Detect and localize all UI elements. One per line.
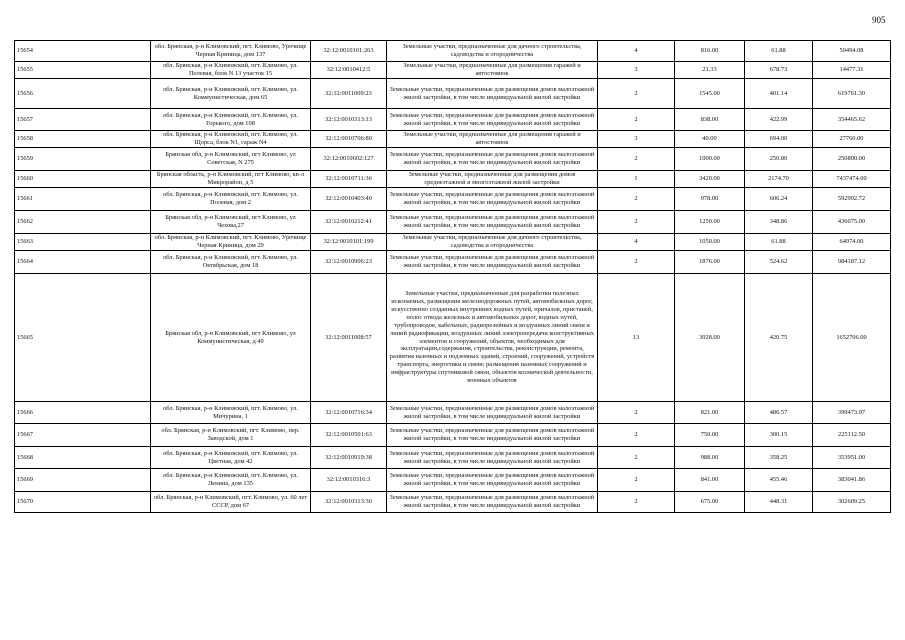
address-cell: обл. Брянская, р-н Климовский, пгт. Климово, ул. Октябрьская, дом 18 <box>151 251 311 274</box>
area-cell: 750.00 <box>675 424 745 447</box>
address-cell: обл. Брянская, р-н Климовский, пгт. Климово, ул. Ленина, дом 135 <box>151 469 311 492</box>
cadastral-value-cell: 14477.31 <box>813 62 891 79</box>
address-cell: Брянская область, р-н Климовский, пгт Климово, кв-л Микрорайон, д 5 <box>151 171 311 188</box>
land-use-cell: Земельные участки, предназначенные для размещения домов малоэтажной жилой застройки, в том числе индивидуальной жилой застройки <box>387 402 598 424</box>
cadastral-number-cell: 32:12:0010716:34 <box>311 402 387 424</box>
use-group-cell: 2 <box>598 188 675 211</box>
cadastral-value-cell: 1652706.00 <box>813 274 891 402</box>
cadastral-value-cell: 383041.86 <box>813 469 891 492</box>
use-group-cell: 3 <box>598 62 675 79</box>
cadastral-number-cell: 32:12:0010919:38 <box>311 447 387 469</box>
cadastral-value-cell: 250800.00 <box>813 148 891 171</box>
cadastral-value-cell: 592902.72 <box>813 188 891 211</box>
cadastral-number-cell: 32:12:0010313:30 <box>311 492 387 513</box>
address-cell: Брянская обл, р-н Климовский, пгт Климово, ул Чехова,27 <box>151 211 311 234</box>
address-cell: обл. Брянская, р-н Климовский, пгт. Климово, пер. Заводской, дом 1 <box>151 424 311 447</box>
cadastral-value-cell: 354465.62 <box>813 109 891 131</box>
row-number-cell: 15655 <box>15 62 151 79</box>
cadastral-value-cell: 353951.00 <box>813 447 891 469</box>
row-number-cell: 15657 <box>15 109 151 131</box>
table-row <box>15 131 891 148</box>
cadastral-number-cell: 32:12:0010101:199 <box>311 234 387 251</box>
table-row <box>15 109 891 131</box>
row-number-cell: 15662 <box>15 211 151 234</box>
land-use-cell: Земельные участки, предназначенные для размещения домов малоэтажной жилой застройки, в том числе индивидуальной жилой застройки <box>387 109 598 131</box>
specific-value-cell: 348.86 <box>745 211 813 234</box>
cadastral-value-cell: 225112.50 <box>813 424 891 447</box>
cadastral-value-cell: 7437474.00 <box>813 171 891 188</box>
table-row <box>15 402 891 424</box>
land-use-cell: Земельные участки, предназначенные для размещения домов малоэтажной жилой застройки, в том числе индивидуальной жилой застройки <box>387 211 598 234</box>
row-number-cell: 15663 <box>15 234 151 251</box>
land-use-cell: Земельные участки, предназначенные для размещения гаражей и автостоянок <box>387 62 598 79</box>
address-cell: Брянская обл, р-н Климовский, пгт Климово, ул Коммунистическая, д 49 <box>151 274 311 402</box>
address-cell: обл. Брянская, р-н Климовский, пгт. Климово, ул. 60 лет СССР, дом 67 <box>151 492 311 513</box>
cadastral-number-cell: 32:12:0011009:23 <box>311 79 387 109</box>
cadastral-value-cell: 619761.30 <box>813 79 891 109</box>
cadastral-value-cell: 302609.25 <box>813 492 891 513</box>
use-group-cell: 2 <box>598 469 675 492</box>
row-number-cell: 15661 <box>15 188 151 211</box>
row-number-cell: 15666 <box>15 402 151 424</box>
use-group-cell: 1 <box>598 171 675 188</box>
area-cell: 1876.00 <box>675 251 745 274</box>
area-cell: 1250.00 <box>675 211 745 234</box>
area-cell: 988.00 <box>675 447 745 469</box>
area-cell: 675.00 <box>675 492 745 513</box>
use-group-cell: 2 <box>598 424 675 447</box>
row-number-cell: 15665 <box>15 274 151 402</box>
specific-value-cell: 455.46 <box>745 469 813 492</box>
area-cell: 1050.00 <box>675 234 745 251</box>
cadastral-value-cell: 64974.00 <box>813 234 891 251</box>
address-cell: обл. Брянская, р-н Климовский, пгт. Климово, ул. Горького, дом 108 <box>151 109 311 131</box>
table-row <box>15 62 891 79</box>
use-group-cell: 3 <box>598 131 675 148</box>
table-row <box>15 424 891 447</box>
address-cell: Брянская обл, р-н Климовский, пгт Климово, ул Советская, N 275 <box>151 148 311 171</box>
cadastral-value-table <box>14 40 891 513</box>
specific-value-cell: 422.99 <box>745 109 813 131</box>
table-row <box>15 211 891 234</box>
address-cell: обл. Брянская, р-н Климовский, пгт. Климово, ул. Цветная, дом 42 <box>151 447 311 469</box>
table-row <box>15 148 891 171</box>
cadastral-number-cell: 32:12:0010711:36 <box>311 171 387 188</box>
cadastral-number-cell: 32:12:0010501:63 <box>311 424 387 447</box>
row-number-cell: 15660 <box>15 171 151 188</box>
cadastral-number-cell: 32:12:0010412:5 <box>311 62 387 79</box>
cadastral-value-cell: 984187.12 <box>813 251 891 274</box>
cadastral-number-cell: 32:12:0010313:13 <box>311 109 387 131</box>
page-number: 905 <box>872 15 886 25</box>
area-cell: 816.00 <box>675 41 745 62</box>
cadastral-number-cell: 32:12:0010706:80 <box>311 131 387 148</box>
address-cell: обл. Брянская, р-н Климовский, пгт. Климово, ул. Полевая, блок N 13 участок 15 <box>151 62 311 79</box>
area-cell: 841.00 <box>675 469 745 492</box>
cadastral-value-cell: 399473.97 <box>813 402 891 424</box>
cadastral-number-cell: 32:12:0010212:41 <box>311 211 387 234</box>
land-use-cell: Земельные участки, предназначенные для размещения гаражей и автостоянок <box>387 131 598 148</box>
table-row <box>15 234 891 251</box>
row-number-cell: 15664 <box>15 251 151 274</box>
table-row <box>15 251 891 274</box>
land-use-cell: Земельные участки, предназначенные для дачного строительства, садоводства и огородничества <box>387 234 598 251</box>
row-number-cell: 15659 <box>15 148 151 171</box>
area-cell: 3420.00 <box>675 171 745 188</box>
row-number-cell: 15654 <box>15 41 151 62</box>
address-cell: обл. Брянская, р-н Климовский, пгт. Климово, Урочище Черная Криница, дом 137 <box>151 41 311 62</box>
use-group-cell: 2 <box>598 79 675 109</box>
specific-value-cell: 606.24 <box>745 188 813 211</box>
row-number-cell: 15656 <box>15 79 151 109</box>
row-number-cell: 15667 <box>15 424 151 447</box>
specific-value-cell: 300.15 <box>745 424 813 447</box>
area-cell: 1000.00 <box>675 148 745 171</box>
area-cell: 40.00 <box>675 131 745 148</box>
specific-value-cell: 250.80 <box>745 148 813 171</box>
specific-value-cell: 448.31 <box>745 492 813 513</box>
land-use-cell: Земельные участки, предназначенные для размещения домов малоэтажной жилой застройки, в том числе индивидуальной жилой застройки <box>387 148 598 171</box>
specific-value-cell: 678.73 <box>745 62 813 79</box>
use-group-cell: 2 <box>598 251 675 274</box>
specific-value-cell: 524.62 <box>745 251 813 274</box>
land-use-cell: Земельные участки, предназначенные для размещения домов малоэтажной жилой застройки, в том числе индивидуальной жилой застройки <box>387 447 598 469</box>
use-group-cell: 2 <box>598 402 675 424</box>
specific-value-cell: 401.14 <box>745 79 813 109</box>
table-row <box>15 469 891 492</box>
table-row <box>15 41 891 62</box>
address-cell: обл. Брянская, р-н Климовский, пгт. Климово, Урочище Черная Криница, дом 29 <box>151 234 311 251</box>
area-cell: 3928.00 <box>675 274 745 402</box>
specific-value-cell: 420.75 <box>745 274 813 402</box>
cadastral-number-cell: 32:12:0011008:57 <box>311 274 387 402</box>
address-cell: обл. Брянская, р-н Климовский, пгт. Климово, ул. Щорса, блок N1, гараж N4 <box>151 131 311 148</box>
use-group-cell: 13 <box>598 274 675 402</box>
land-use-cell: Земельные участки, предназначенные для дачного строительства, садоводства и огородничества <box>387 41 598 62</box>
table-row <box>15 188 891 211</box>
table-body <box>15 41 891 513</box>
address-cell: обл. Брянская, р-н Климовский, пгт. Климово, ул. Полевая, дом 2 <box>151 188 311 211</box>
row-number-cell: 15668 <box>15 447 151 469</box>
table-row <box>15 171 891 188</box>
specific-value-cell: 61.88 <box>745 41 813 62</box>
specific-value-cell: 486.57 <box>745 402 813 424</box>
use-group-cell: 2 <box>598 148 675 171</box>
row-number-cell: 15670 <box>15 492 151 513</box>
table-row <box>15 492 891 513</box>
cadastral-number-cell: 32:12:0010101:263 <box>311 41 387 62</box>
land-use-cell: Земельные участки, предназначенные для размещения домов малоэтажной жилой застройки, в том числе индивидуальной жилой застройки <box>387 188 598 211</box>
area-cell: 1545.00 <box>675 79 745 109</box>
cadastral-number-cell: 32:12:0010403:40 <box>311 188 387 211</box>
use-group-cell: 2 <box>598 109 675 131</box>
cadastral-number-cell: 32:12:0010602:127 <box>311 148 387 171</box>
cadastral-number-cell: 32:12:0010316:3 <box>311 469 387 492</box>
table-row <box>15 274 891 402</box>
row-number-cell: 15669 <box>15 469 151 492</box>
area-cell: 978.00 <box>675 188 745 211</box>
specific-value-cell: 358.25 <box>745 447 813 469</box>
area-cell: 821.00 <box>675 402 745 424</box>
land-use-cell: Земельные участки, предназначенные для размещения домов малоэтажной жилой застройки, в том числе индивидуальной жилой застройки <box>387 424 598 447</box>
specific-value-cell: 61.88 <box>745 234 813 251</box>
use-group-cell: 4 <box>598 41 675 62</box>
specific-value-cell: 2174.70 <box>745 171 813 188</box>
land-use-cell: Земельные участки, предназначенные для размещения домов малоэтажной жилой застройки, в том числе индивидуальной жилой застройки <box>387 251 598 274</box>
land-use-cell: Земельные участки, предназначенные для размещения домов среднеэтажной и многоэтажной жилой застройки <box>387 171 598 188</box>
cadastral-value-cell: 436075.00 <box>813 211 891 234</box>
row-number-cell: 15658 <box>15 131 151 148</box>
table-row <box>15 79 891 109</box>
use-group-cell: 4 <box>598 234 675 251</box>
cadastral-number-cell: 32:12:0010906:23 <box>311 251 387 274</box>
cadastral-value-cell: 27760.00 <box>813 131 891 148</box>
land-use-cell: Земельные участки, предназначенные для разработки полезных ископаемых, размещения железнодорожных путей, автомобильных дорог, искусственно созданных внутренних водных путей, причалов, пристаней, полос отвода железных и автомобильных дорог, водных путей, трубопроводов, кабельных, радиорелейных и воздушных линий связи и линий радиофикации, воздушных линий электропередачи конструктивных элементов и сооружений, объектов, необходимых для эксплуатации,содержания, строительства, реконструкции, ремонта, развития наземных и подземных зданий, строений, сооружений, устройств транспорта, энергетики и связи; размещения наземных сооружений и инфраструктуры спутниковой связи, объектов космической деятельности, военных объектов <box>387 274 598 402</box>
area-cell: 21.33 <box>675 62 745 79</box>
land-use-cell: Земельные участки, предназначенные для размещения домов малоэтажной жилой застройки, в том числе индивидуальной жилой застройки <box>387 79 598 109</box>
land-use-cell: Земельные участки, предназначенные для размещения домов малоэтажной жилой застройки, в том числе индивидуальной жилой застройки <box>387 492 598 513</box>
cadastral-value-cell: 50494.08 <box>813 41 891 62</box>
use-group-cell: 2 <box>598 447 675 469</box>
land-use-cell: Земельные участки, предназначенные для размещения домов малоэтажной жилой застройки, в том числе индивидуальной жилой застройки <box>387 469 598 492</box>
area-cell: 838.00 <box>675 109 745 131</box>
address-cell: обл. Брянская, р-н Климовский, пгт. Климово, ул. Мичурина, 1 <box>151 402 311 424</box>
table-row <box>15 447 891 469</box>
use-group-cell: 2 <box>598 211 675 234</box>
use-group-cell: 2 <box>598 492 675 513</box>
address-cell: обл. Брянская, р-н Климовский, пгт. Климово, ул. Коммунистическая, дом 65 <box>151 79 311 109</box>
specific-value-cell: 694.00 <box>745 131 813 148</box>
